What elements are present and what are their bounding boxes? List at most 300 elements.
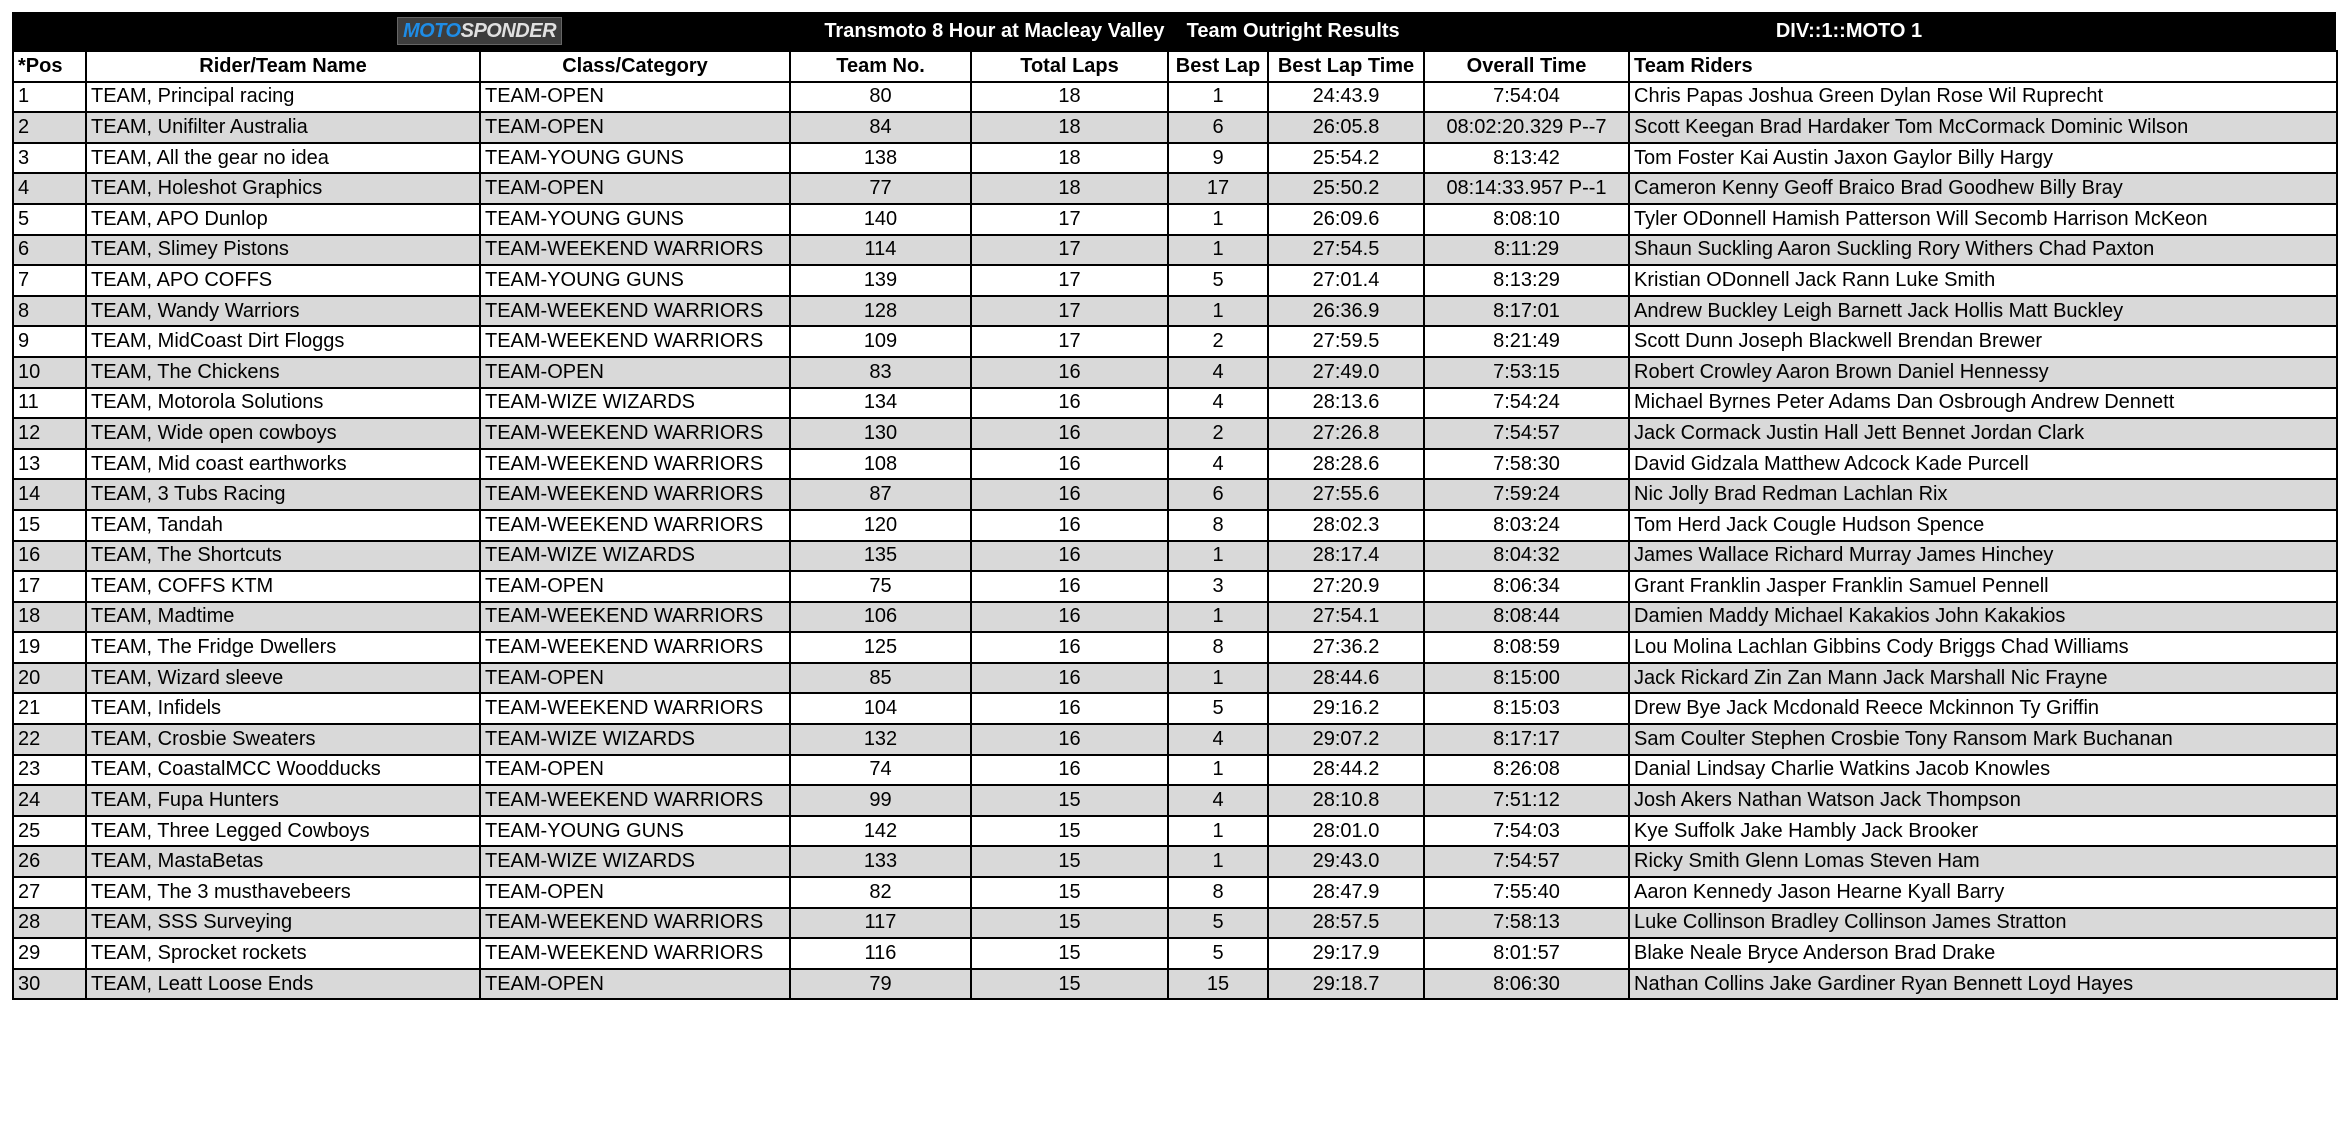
cell-best-lap-time: 27:55.6 bbox=[1268, 479, 1424, 510]
cell-best-lap-time: 28:28.6 bbox=[1268, 449, 1424, 480]
table-row bbox=[13, 602, 2337, 633]
results-table bbox=[12, 50, 2338, 1000]
col-rider-team-name: Rider/Team Name bbox=[86, 51, 480, 82]
cell-overall-time: 08:02:20.329 P--7 bbox=[1424, 112, 1629, 143]
cell-pos: 8 bbox=[13, 296, 86, 327]
col-best-lap: Best Lap bbox=[1168, 51, 1268, 82]
cell-overall-time: 7:59:24 bbox=[1424, 479, 1629, 510]
cell-total-laps: 16 bbox=[971, 357, 1168, 388]
cell-pos: 10 bbox=[13, 357, 86, 388]
cell-best-lap: 5 bbox=[1168, 265, 1268, 296]
cell-team-no: 125 bbox=[790, 632, 971, 663]
table-row bbox=[13, 265, 2337, 296]
cell-team-no: 134 bbox=[790, 388, 971, 419]
cell-overall-time: 8:17:17 bbox=[1424, 724, 1629, 755]
cell-team-name: TEAM, Slimey Pistons bbox=[86, 235, 480, 266]
cell-best-lap-time: 28:01.0 bbox=[1268, 816, 1424, 847]
cell-team-name: TEAM, CoastalMCC Woodducks bbox=[86, 755, 480, 786]
cell-team-riders: Chris Papas Joshua Green Dylan Rose Wil Ruprecht bbox=[1629, 82, 2337, 113]
cell-best-lap: 1 bbox=[1168, 235, 1268, 266]
cell-pos: 12 bbox=[13, 418, 86, 449]
cell-team-name: TEAM, APO Dunlop bbox=[86, 204, 480, 235]
table-row bbox=[13, 908, 2337, 939]
table-row bbox=[13, 296, 2337, 327]
cell-total-laps: 16 bbox=[971, 632, 1168, 663]
cell-best-lap: 6 bbox=[1168, 479, 1268, 510]
cell-team-riders: Cameron Kenny Geoff Braico Brad Goodhew Billy Bray bbox=[1629, 173, 2337, 204]
cell-team-riders: Luke Collinson Bradley Collinson James Stratton bbox=[1629, 908, 2337, 939]
cell-best-lap: 5 bbox=[1168, 938, 1268, 969]
cell-team-riders: Aaron Kennedy Jason Hearne Kyall Barry bbox=[1629, 877, 2337, 908]
cell-pos: 18 bbox=[13, 602, 86, 633]
cell-class: TEAM-WEEKEND WARRIORS bbox=[480, 938, 790, 969]
cell-pos: 3 bbox=[13, 143, 86, 174]
cell-total-laps: 16 bbox=[971, 541, 1168, 572]
motosponder-logo bbox=[397, 17, 562, 45]
cell-class: TEAM-WEEKEND WARRIORS bbox=[480, 693, 790, 724]
cell-class: TEAM-WIZE WIZARDS bbox=[480, 388, 790, 419]
cell-total-laps: 15 bbox=[971, 969, 1168, 1000]
cell-best-lap: 1 bbox=[1168, 82, 1268, 113]
cell-class: TEAM-OPEN bbox=[480, 357, 790, 388]
cell-total-laps: 17 bbox=[971, 235, 1168, 266]
cell-team-name: TEAM, Holeshot Graphics bbox=[86, 173, 480, 204]
cell-class: TEAM-WEEKEND WARRIORS bbox=[480, 449, 790, 480]
cell-best-lap-time: 28:10.8 bbox=[1268, 785, 1424, 816]
cell-class: TEAM-YOUNG GUNS bbox=[480, 204, 790, 235]
cell-team-riders: Lou Molina Lachlan Gibbins Cody Briggs Chad Williams bbox=[1629, 632, 2337, 663]
cell-best-lap-time: 28:57.5 bbox=[1268, 908, 1424, 939]
table-row bbox=[13, 204, 2337, 235]
cell-total-laps: 16 bbox=[971, 418, 1168, 449]
cell-class: TEAM-WEEKEND WARRIORS bbox=[480, 510, 790, 541]
cell-best-lap: 15 bbox=[1168, 969, 1268, 1000]
cell-class: TEAM-WEEKEND WARRIORS bbox=[480, 326, 790, 357]
cell-team-name: TEAM, Wizard sleeve bbox=[86, 663, 480, 694]
cell-best-lap: 1 bbox=[1168, 602, 1268, 633]
cell-total-laps: 15 bbox=[971, 877, 1168, 908]
cell-overall-time: 7:55:40 bbox=[1424, 877, 1629, 908]
cell-total-laps: 17 bbox=[971, 204, 1168, 235]
cell-team-riders: Damien Maddy Michael Kakakios John Kakakios bbox=[1629, 602, 2337, 633]
cell-team-name: TEAM, Crosbie Sweaters bbox=[86, 724, 480, 755]
table-row bbox=[13, 755, 2337, 786]
cell-team-name: TEAM, Wide open cowboys bbox=[86, 418, 480, 449]
cell-pos: 20 bbox=[13, 663, 86, 694]
cell-class: TEAM-WIZE WIZARDS bbox=[480, 724, 790, 755]
cell-overall-time: 8:26:08 bbox=[1424, 755, 1629, 786]
cell-overall-time: 7:54:03 bbox=[1424, 816, 1629, 847]
table-row bbox=[13, 173, 2337, 204]
cell-total-laps: 16 bbox=[971, 602, 1168, 633]
cell-best-lap-time: 28:02.3 bbox=[1268, 510, 1424, 541]
cell-total-laps: 16 bbox=[971, 388, 1168, 419]
cell-team-riders: Robert Crowley Aaron Brown Daniel Hennessy bbox=[1629, 357, 2337, 388]
cell-team-no: 85 bbox=[790, 663, 971, 694]
cell-best-lap: 8 bbox=[1168, 510, 1268, 541]
cell-total-laps: 15 bbox=[971, 816, 1168, 847]
cell-best-lap: 5 bbox=[1168, 908, 1268, 939]
cell-team-riders: Tom Foster Kai Austin Jaxon Gaylor Billy Hargy bbox=[1629, 143, 2337, 174]
table-row bbox=[13, 785, 2337, 816]
cell-team-no: 84 bbox=[790, 112, 971, 143]
cell-team-name: TEAM, All the gear no idea bbox=[86, 143, 480, 174]
table-row bbox=[13, 938, 2337, 969]
cell-overall-time: 7:51:12 bbox=[1424, 785, 1629, 816]
col-team-no: Team No. bbox=[790, 51, 971, 82]
cell-pos: 15 bbox=[13, 510, 86, 541]
cell-total-laps: 16 bbox=[971, 449, 1168, 480]
cell-team-name: TEAM, COFFS KTM bbox=[86, 571, 480, 602]
cell-best-lap: 5 bbox=[1168, 693, 1268, 724]
cell-best-lap: 1 bbox=[1168, 541, 1268, 572]
cell-class: TEAM-OPEN bbox=[480, 112, 790, 143]
cell-overall-time: 8:15:03 bbox=[1424, 693, 1629, 724]
cell-team-name: TEAM, Principal racing bbox=[86, 82, 480, 113]
event-title: Transmoto 8 Hour at Macleay Valley Team Outright Results bbox=[824, 19, 1400, 42]
cell-overall-time: 7:54:57 bbox=[1424, 846, 1629, 877]
cell-team-no: 77 bbox=[790, 173, 971, 204]
cell-best-lap-time: 27:54.5 bbox=[1268, 235, 1424, 266]
cell-team-riders: Shaun Suckling Aaron Suckling Rory Withers Chad Paxton bbox=[1629, 235, 2337, 266]
cell-overall-time: 7:58:13 bbox=[1424, 908, 1629, 939]
cell-overall-time: 8:13:42 bbox=[1424, 143, 1629, 174]
cell-best-lap-time: 29:07.2 bbox=[1268, 724, 1424, 755]
cell-team-no: 108 bbox=[790, 449, 971, 480]
cell-team-no: 128 bbox=[790, 296, 971, 327]
cell-pos: 4 bbox=[13, 173, 86, 204]
cell-team-riders: James Wallace Richard Murray James Hinchey bbox=[1629, 541, 2337, 572]
cell-team-no: 117 bbox=[790, 908, 971, 939]
cell-team-riders: Scott Dunn Joseph Blackwell Brendan Brewer bbox=[1629, 326, 2337, 357]
cell-pos: 11 bbox=[13, 388, 86, 419]
cell-team-no: 79 bbox=[790, 969, 971, 1000]
cell-team-no: 104 bbox=[790, 693, 971, 724]
cell-team-name: TEAM, Mid coast earthworks bbox=[86, 449, 480, 480]
cell-team-no: 87 bbox=[790, 479, 971, 510]
cell-best-lap-time: 25:54.2 bbox=[1268, 143, 1424, 174]
cell-class: TEAM-WEEKEND WARRIORS bbox=[480, 418, 790, 449]
cell-best-lap-time: 27:54.1 bbox=[1268, 602, 1424, 633]
cell-pos: 14 bbox=[13, 479, 86, 510]
cell-team-no: 140 bbox=[790, 204, 971, 235]
table-row bbox=[13, 816, 2337, 847]
cell-team-riders: Danial Lindsay Charlie Watkins Jacob Knowles bbox=[1629, 755, 2337, 786]
cell-team-riders: Scott Keegan Brad Hardaker Tom McCormack Dominic Wilson bbox=[1629, 112, 2337, 143]
cell-best-lap-time: 28:44.2 bbox=[1268, 755, 1424, 786]
cell-team-name: TEAM, Fupa Hunters bbox=[86, 785, 480, 816]
cell-overall-time: 8:08:10 bbox=[1424, 204, 1629, 235]
cell-team-riders: Nic Jolly Brad Redman Lachlan Rix bbox=[1629, 479, 2337, 510]
cell-best-lap-time: 29:43.0 bbox=[1268, 846, 1424, 877]
table-row bbox=[13, 724, 2337, 755]
cell-best-lap: 4 bbox=[1168, 785, 1268, 816]
cell-pos: 30 bbox=[13, 969, 86, 1000]
cell-team-riders: Jack Rickard Zin Zan Mann Jack Marshall Nic Frayne bbox=[1629, 663, 2337, 694]
col-best-lap-time: Best Lap Time bbox=[1268, 51, 1424, 82]
logo-cell bbox=[12, 12, 782, 50]
cell-pos: 17 bbox=[13, 571, 86, 602]
cell-team-riders: Kristian ODonnell Jack Rann Luke Smith bbox=[1629, 265, 2337, 296]
cell-overall-time: 7:54:24 bbox=[1424, 388, 1629, 419]
cell-class: TEAM-WEEKEND WARRIORS bbox=[480, 632, 790, 663]
table-row bbox=[13, 571, 2337, 602]
cell-best-lap: 4 bbox=[1168, 724, 1268, 755]
cell-pos: 13 bbox=[13, 449, 86, 480]
cell-team-no: 83 bbox=[790, 357, 971, 388]
cell-team-name: TEAM, Wandy Warriors bbox=[86, 296, 480, 327]
cell-class: TEAM-WEEKEND WARRIORS bbox=[480, 785, 790, 816]
cell-best-lap: 8 bbox=[1168, 877, 1268, 908]
cell-total-laps: 18 bbox=[971, 143, 1168, 174]
cell-total-laps: 15 bbox=[971, 785, 1168, 816]
cell-best-lap-time: 28:13.6 bbox=[1268, 388, 1424, 419]
cell-total-laps: 15 bbox=[971, 908, 1168, 939]
cell-team-riders: David Gidzala Matthew Adcock Kade Purcell bbox=[1629, 449, 2337, 480]
column-header-row bbox=[13, 51, 2337, 82]
cell-team-name: TEAM, The Fridge Dwellers bbox=[86, 632, 480, 663]
cell-class: TEAM-OPEN bbox=[480, 173, 790, 204]
cell-best-lap-time: 24:43.9 bbox=[1268, 82, 1424, 113]
cell-team-name: TEAM, The Chickens bbox=[86, 357, 480, 388]
cell-total-laps: 17 bbox=[971, 265, 1168, 296]
col-pos: *Pos bbox=[13, 51, 86, 82]
cell-pos: 26 bbox=[13, 846, 86, 877]
cell-overall-time: 8:08:44 bbox=[1424, 602, 1629, 633]
cell-best-lap: 4 bbox=[1168, 449, 1268, 480]
cell-team-riders: Kye Suffolk Jake Hambly Jack Brooker bbox=[1629, 816, 2337, 847]
cell-pos: 23 bbox=[13, 755, 86, 786]
cell-class: TEAM-OPEN bbox=[480, 877, 790, 908]
cell-pos: 1 bbox=[13, 82, 86, 113]
cell-total-laps: 18 bbox=[971, 173, 1168, 204]
col-class-category: Class/Category bbox=[480, 51, 790, 82]
cell-team-no: 106 bbox=[790, 602, 971, 633]
cell-overall-time: 7:58:30 bbox=[1424, 449, 1629, 480]
cell-overall-time: 7:54:04 bbox=[1424, 82, 1629, 113]
cell-class: TEAM-OPEN bbox=[480, 663, 790, 694]
cell-class: TEAM-WEEKEND WARRIORS bbox=[480, 908, 790, 939]
cell-best-lap: 1 bbox=[1168, 663, 1268, 694]
cell-overall-time: 8:15:00 bbox=[1424, 663, 1629, 694]
cell-pos: 29 bbox=[13, 938, 86, 969]
cell-overall-time: 7:54:57 bbox=[1424, 418, 1629, 449]
cell-class: TEAM-WEEKEND WARRIORS bbox=[480, 235, 790, 266]
table-row bbox=[13, 418, 2337, 449]
cell-team-name: TEAM, Infidels bbox=[86, 693, 480, 724]
cell-team-no: 132 bbox=[790, 724, 971, 755]
cell-team-riders: Nathan Collins Jake Gardiner Ryan Bennett Loyd Hayes bbox=[1629, 969, 2337, 1000]
cell-total-laps: 15 bbox=[971, 938, 1168, 969]
cell-total-laps: 16 bbox=[971, 755, 1168, 786]
table-row bbox=[13, 479, 2337, 510]
cell-total-laps: 18 bbox=[971, 82, 1168, 113]
division-label: DIV::1::MOTO 1 bbox=[1775, 19, 1923, 42]
table-row bbox=[13, 846, 2337, 877]
cell-best-lap: 1 bbox=[1168, 755, 1268, 786]
table-row bbox=[13, 388, 2337, 419]
cell-overall-time: 8:13:29 bbox=[1424, 265, 1629, 296]
cell-pos: 27 bbox=[13, 877, 86, 908]
cell-team-riders: Michael Byrnes Peter Adams Dan Osbrough Andrew Dennett bbox=[1629, 388, 2337, 419]
cell-best-lap: 3 bbox=[1168, 571, 1268, 602]
cell-class: TEAM-YOUNG GUNS bbox=[480, 816, 790, 847]
cell-best-lap-time: 26:36.9 bbox=[1268, 296, 1424, 327]
cell-overall-time: 8:17:01 bbox=[1424, 296, 1629, 327]
cell-pos: 25 bbox=[13, 816, 86, 847]
cell-team-no: 75 bbox=[790, 571, 971, 602]
col-overall-time: Overall Time bbox=[1424, 51, 1629, 82]
cell-team-riders: Sam Coulter Stephen Crosbie Tony Ransom Mark Buchanan bbox=[1629, 724, 2337, 755]
cell-best-lap: 4 bbox=[1168, 357, 1268, 388]
cell-best-lap-time: 27:36.2 bbox=[1268, 632, 1424, 663]
cell-best-lap: 4 bbox=[1168, 388, 1268, 419]
cell-best-lap-time: 26:05.8 bbox=[1268, 112, 1424, 143]
table-row bbox=[13, 969, 2337, 1000]
table-row bbox=[13, 235, 2337, 266]
cell-team-riders: Jack Cormack Justin Hall Jett Bennet Jordan Clark bbox=[1629, 418, 2337, 449]
cell-class: TEAM-WIZE WIZARDS bbox=[480, 541, 790, 572]
table-row bbox=[13, 357, 2337, 388]
cell-total-laps: 16 bbox=[971, 479, 1168, 510]
cell-team-riders: Ricky Smith Glenn Lomas Steven Ham bbox=[1629, 846, 2337, 877]
cell-team-riders: Josh Akers Nathan Watson Jack Thompson bbox=[1629, 785, 2337, 816]
results-sheet bbox=[12, 12, 2336, 1000]
cell-team-riders: Grant Franklin Jasper Franklin Samuel Pennell bbox=[1629, 571, 2337, 602]
cell-team-no: 74 bbox=[790, 755, 971, 786]
cell-pos: 5 bbox=[13, 204, 86, 235]
cell-best-lap: 8 bbox=[1168, 632, 1268, 663]
cell-team-name: TEAM, MastaBetas bbox=[86, 846, 480, 877]
cell-best-lap: 1 bbox=[1168, 204, 1268, 235]
table-row bbox=[13, 82, 2337, 113]
cell-best-lap-time: 28:44.6 bbox=[1268, 663, 1424, 694]
cell-best-lap-time: 25:50.2 bbox=[1268, 173, 1424, 204]
cell-pos: 21 bbox=[13, 693, 86, 724]
cell-overall-time: 8:04:32 bbox=[1424, 541, 1629, 572]
cell-team-no: 142 bbox=[790, 816, 971, 847]
cell-best-lap: 1 bbox=[1168, 846, 1268, 877]
col-total-laps: Total Laps bbox=[971, 51, 1168, 82]
cell-total-laps: 16 bbox=[971, 724, 1168, 755]
cell-class: TEAM-WIZE WIZARDS bbox=[480, 846, 790, 877]
cell-team-no: 135 bbox=[790, 541, 971, 572]
cell-team-no: 109 bbox=[790, 326, 971, 357]
cell-total-laps: 18 bbox=[971, 112, 1168, 143]
cell-best-lap: 2 bbox=[1168, 418, 1268, 449]
cell-team-name: TEAM, APO COFFS bbox=[86, 265, 480, 296]
cell-overall-time: 8:06:34 bbox=[1424, 571, 1629, 602]
cell-team-name: TEAM, Three Legged Cowboys bbox=[86, 816, 480, 847]
results-body bbox=[13, 82, 2337, 1000]
cell-overall-time: 08:14:33.957 P--1 bbox=[1424, 173, 1629, 204]
cell-best-lap: 6 bbox=[1168, 112, 1268, 143]
table-row bbox=[13, 877, 2337, 908]
cell-best-lap: 1 bbox=[1168, 296, 1268, 327]
cell-team-name: TEAM, Tandah bbox=[86, 510, 480, 541]
logo-sponder-text: SPONDER bbox=[460, 19, 557, 42]
cell-best-lap-time: 29:17.9 bbox=[1268, 938, 1424, 969]
cell-team-no: 138 bbox=[790, 143, 971, 174]
cell-team-no: 120 bbox=[790, 510, 971, 541]
cell-best-lap: 17 bbox=[1168, 173, 1268, 204]
cell-best-lap-time: 27:01.4 bbox=[1268, 265, 1424, 296]
cell-team-riders: Drew Bye Jack Mcdonald Reece Mckinnon Ty Griffin bbox=[1629, 693, 2337, 724]
cell-best-lap-time: 27:26.8 bbox=[1268, 418, 1424, 449]
cell-best-lap-time: 27:20.9 bbox=[1268, 571, 1424, 602]
cell-pos: 22 bbox=[13, 724, 86, 755]
cell-best-lap-time: 28:17.4 bbox=[1268, 541, 1424, 572]
cell-team-no: 99 bbox=[790, 785, 971, 816]
cell-class: TEAM-OPEN bbox=[480, 571, 790, 602]
cell-class: TEAM-WEEKEND WARRIORS bbox=[480, 296, 790, 327]
cell-pos: 6 bbox=[13, 235, 86, 266]
cell-pos: 19 bbox=[13, 632, 86, 663]
cell-team-name: TEAM, Madtime bbox=[86, 602, 480, 633]
header-bar bbox=[12, 12, 2336, 50]
cell-team-name: TEAM, SSS Surveying bbox=[86, 908, 480, 939]
table-row bbox=[13, 326, 2337, 357]
cell-team-no: 139 bbox=[790, 265, 971, 296]
cell-best-lap: 1 bbox=[1168, 816, 1268, 847]
cell-team-name: TEAM, The 3 musthavebeers bbox=[86, 877, 480, 908]
cell-total-laps: 17 bbox=[971, 296, 1168, 327]
cell-team-name: TEAM, MidCoast Dirt Floggs bbox=[86, 326, 480, 357]
cell-overall-time: 8:11:29 bbox=[1424, 235, 1629, 266]
table-row bbox=[13, 510, 2337, 541]
cell-team-name: TEAM, The Shortcuts bbox=[86, 541, 480, 572]
cell-overall-time: 8:03:24 bbox=[1424, 510, 1629, 541]
cell-pos: 28 bbox=[13, 908, 86, 939]
cell-best-lap-time: 27:49.0 bbox=[1268, 357, 1424, 388]
cell-team-riders: Tom Herd Jack Cougle Hudson Spence bbox=[1629, 510, 2337, 541]
table-row bbox=[13, 449, 2337, 480]
cell-class: TEAM-YOUNG GUNS bbox=[480, 265, 790, 296]
cell-best-lap-time: 26:09.6 bbox=[1268, 204, 1424, 235]
cell-team-no: 114 bbox=[790, 235, 971, 266]
cell-pos: 9 bbox=[13, 326, 86, 357]
table-row bbox=[13, 663, 2337, 694]
cell-overall-time: 8:01:57 bbox=[1424, 938, 1629, 969]
cell-team-no: 116 bbox=[790, 938, 971, 969]
cell-best-lap-time: 27:59.5 bbox=[1268, 326, 1424, 357]
cell-pos: 16 bbox=[13, 541, 86, 572]
cell-pos: 2 bbox=[13, 112, 86, 143]
cell-team-no: 82 bbox=[790, 877, 971, 908]
cell-class: TEAM-WEEKEND WARRIORS bbox=[480, 602, 790, 633]
cell-best-lap-time: 29:18.7 bbox=[1268, 969, 1424, 1000]
cell-pos: 24 bbox=[13, 785, 86, 816]
cell-best-lap: 9 bbox=[1168, 143, 1268, 174]
cell-team-name: TEAM, Motorola Solutions bbox=[86, 388, 480, 419]
cell-team-no: 80 bbox=[790, 82, 971, 113]
cell-total-laps: 15 bbox=[971, 846, 1168, 877]
table-row bbox=[13, 693, 2337, 724]
cell-team-name: TEAM, 3 Tubs Racing bbox=[86, 479, 480, 510]
col-team-riders: Team Riders bbox=[1629, 51, 2337, 82]
cell-class: TEAM-WEEKEND WARRIORS bbox=[480, 479, 790, 510]
cell-team-no: 133 bbox=[790, 846, 971, 877]
cell-best-lap-time: 28:47.9 bbox=[1268, 877, 1424, 908]
cell-total-laps: 17 bbox=[971, 326, 1168, 357]
cell-team-name: TEAM, Leatt Loose Ends bbox=[86, 969, 480, 1000]
cell-total-laps: 16 bbox=[971, 663, 1168, 694]
cell-overall-time: 8:06:30 bbox=[1424, 969, 1629, 1000]
cell-overall-time: 8:08:59 bbox=[1424, 632, 1629, 663]
cell-overall-time: 7:53:15 bbox=[1424, 357, 1629, 388]
cell-team-riders: Blake Neale Bryce Anderson Brad Drake bbox=[1629, 938, 2337, 969]
cell-team-no: 130 bbox=[790, 418, 971, 449]
